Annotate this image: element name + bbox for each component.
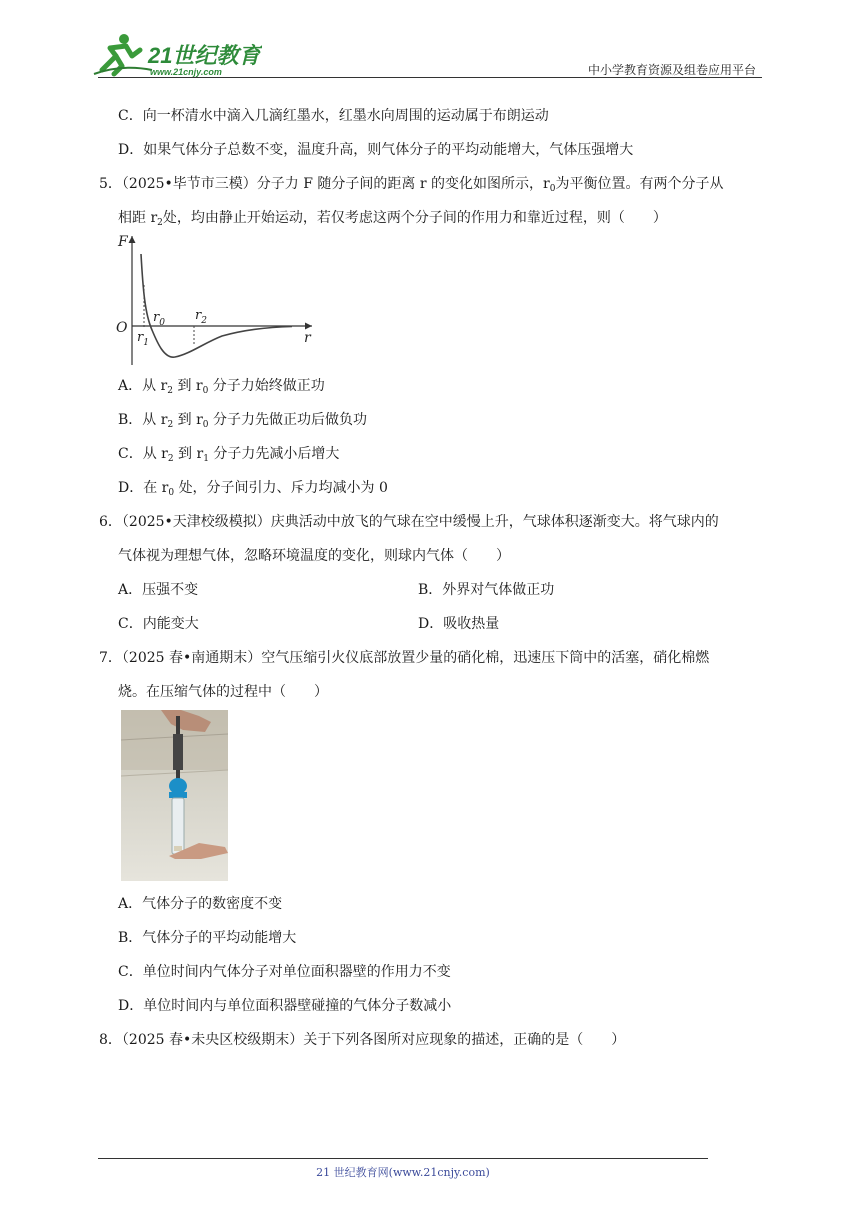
q5-stem-1a: （2025•毕节市三模）分子力 F 随分子间的距离 r 的变化如图所示，r — [121, 176, 550, 192]
q7-number: 7． — [99, 650, 122, 666]
footer-divider — [98, 1158, 708, 1159]
q7-line-2: 烧。在压缩气体的过程中（ ） — [118, 684, 328, 700]
label-r2: $r_2$ — [195, 308, 207, 326]
origin-label: O — [116, 320, 128, 336]
footer-link[interactable]: 21 世纪教育网(www.21cnjy.com) — [316, 1166, 490, 1179]
q5-number: 5． — [99, 176, 122, 192]
q6-option-a: A．压强不变 — [118, 582, 199, 598]
q5-option-b: B．从 $r_2$ 到 $r_0$ 分子力先做正功后做负功 — [118, 412, 367, 430]
q6-options-row-2 — [118, 614, 718, 634]
q7-line-1: 7．（2025 春•南通期末）空气压缩引火仪底部放置少量的硝化棉，迅速压下筒中的活塞，硝化棉燃 — [99, 650, 710, 666]
q6-number: 6． — [99, 514, 122, 530]
q7-option-d: D．单位时间内与单位面积器壁碰撞的气体分子数减小 — [118, 998, 452, 1014]
q5-stem-1b: 为平衡位置。有两个分子从 — [555, 176, 724, 192]
logo-url: www.21cnjy.com — [150, 67, 222, 77]
q7-option-b: B．气体分子的平均动能增大 — [118, 930, 297, 946]
q5-option-c: C．从 $r_2$ 到 $r_1$ 分子力先减小后增大 — [118, 446, 340, 464]
q6-option-d: D．吸收热量 — [418, 616, 500, 632]
q7-option-a: A．气体分子的数密度不变 — [118, 896, 283, 912]
q7-compression-igniter-photo — [121, 710, 228, 881]
q5-line-1: 5．（2025•毕节市三模）分子力 F 随分子间的距离 r 的变化如图所示，$r_0$为平衡位置。有两个分子从 — [99, 176, 724, 194]
runner-icon — [94, 34, 152, 74]
q6-option-b: B．外界对气体做正功 — [418, 582, 555, 598]
q5-force-distance-figure — [112, 230, 322, 370]
site-logo — [92, 30, 262, 80]
axis-label-r: r — [304, 330, 311, 346]
q8-line-1: 8．（2025 春•未央区校级期末）关于下列各图所对应现象的描述，正确的是（ ） — [99, 1032, 626, 1048]
q5-option-a: A．从 $r_2$ 到 $r_0$ 分子力始终做正功 — [118, 378, 325, 396]
axis-label-F: F — [118, 234, 128, 250]
q4-option-d: D．如果气体分子总数不变，温度升高，则气体分子的平均动能增大，气体压强增大 — [118, 142, 634, 158]
label-r1: $r_1$ — [137, 330, 149, 348]
header-divider — [98, 77, 762, 78]
q6-line-1: 6．（2025•天津校级模拟）庆典活动中放飞的气球在空中缓慢上升，气球体积逐渐变大。将气球内的 — [99, 514, 719, 530]
q7-option-c: C．单位时间内气体分子对单位面积器壁的作用力不变 — [118, 964, 451, 980]
q5-option-d: D．在 $r_0$ 处，分子间引力、斥力均减小为 0 — [118, 480, 388, 498]
label-r0: $r_0$ — [153, 310, 165, 328]
q6-options-row-1 — [118, 580, 718, 600]
q4-option-c: C．向一杯清水中滴入几滴红墨水，红墨水向周围的运动属于布朗运动 — [118, 108, 549, 124]
force-curve — [141, 254, 292, 357]
q8-number: 8． — [99, 1032, 122, 1048]
logo-text: 21世纪教育 — [148, 43, 261, 68]
q5-line-2: 相距 $r_2$处，均由静止开始运动，若仅考虑这两个分子间的作用力和靠近过程，则（ ） — [118, 210, 667, 228]
q6-line-2: 气体视为理想气体，忽略环境温度的变化，则球内气体（ ） — [118, 548, 510, 564]
q6-option-c: C．内能变大 — [118, 616, 199, 632]
platform-name: 中小学教育资源及组卷应用平台 — [587, 63, 756, 77]
